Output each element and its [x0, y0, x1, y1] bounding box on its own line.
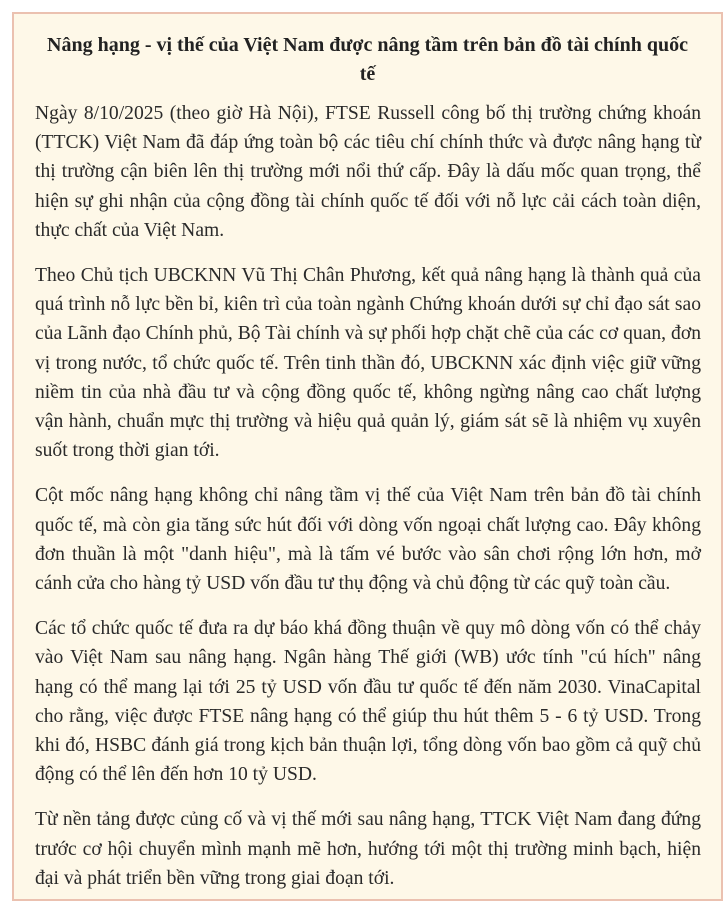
paragraph-3: Cột mốc nâng hạng không chỉ nâng tầm vị thế của Việt Nam trên bản đồ tài chính quốc tế, mà còn gia tăng sức hút đối với dòng vốn ngoại chất lượng cao. Đây không đơn thuần là một "danh hiệu", mà là tấm vé bước vào sân chơi rộng lớn hơn, mở cánh cửa cho hàng tỷ USD vốn đầu tư thụ động và chủ động từ các quỹ toàn cầu. [35, 485, 701, 595]
article-box [12, 12, 723, 901]
paragraph-5: Từ nền tảng được củng cố và vị thế mới sau nâng hạng, TTCK Việt Nam đang đứng trước cơ hội chuyển mình mạnh mẽ hơn, hướng tới một thị trường minh bạch, hiện đại và phát triển bền vững trong giai đoạn tới. [35, 809, 701, 889]
paragraph-1: Ngày 8/10/2025 (theo giờ Hà Nội), FTSE Russell công bố thị trường chứng khoán (TTCK) Việt Nam đã đáp ứng toàn bộ các tiêu chí chính thức và được nâng hạng từ thị trường cận biên lên thị trường mới nổi thứ cấp. Đây là dấu mốc quan trọng, thể hiện sự ghi nhận của cộng đồng tài chính quốc tế đối với nỗ lực cải cách toàn diện, thực chất của Việt Nam. [35, 103, 701, 241]
paragraph-4: Các tổ chức quốc tế đưa ra dự báo khá đồng thuận về quy mô dòng vốn có thể chảy vào Việt Nam sau nâng hạng. Ngân hàng Thế giới (WB) ước tính "cú hích" nâng hạng có thể mang lại tới 25 tỷ USD vốn đầu tư quốc tế đến năm 2030. VinaCapital cho rằng, việc được FTSE nâng hạng có thể giúp thu hút thêm 5 - 6 tỷ USD. Trong khi đó, HSBC đánh giá trong kịch bản thuận lợi, tổng dòng vốn bao gồm cả quỹ chủ động có thể lên đến hơn 10 tỷ USD. [35, 618, 701, 786]
paragraph-2: Theo Chủ tịch UBCKNN Vũ Thị Chân Phương, kết quả nâng hạng là thành quả của quá trình nỗ lực bền bỉ, kiên trì của toàn ngành Chứng khoán dưới sự chỉ đạo sát sao của Lãnh đạo Chính phủ, Bộ Tài chính và sự phối hợp chặt chẽ của các cơ quan, đơn vị trong nước, tổ chức quốc tế. Trên tinh thần đó, UBCKNN xác định việc giữ vững niềm tin của nhà đầu tư và cộng đồng quốc tế, không ngừng nâng cao chất lượng vận hành, chuẩn mực thị trường và hiệu quả quản lý, giám sát sẽ là nhiệm vụ xuyên suốt trong thời gian tới. [35, 265, 701, 462]
article-title: Nâng hạng - vị thế của Việt Nam được nâng tầm trên bản đồ tài chính quốc tế [47, 34, 688, 85]
